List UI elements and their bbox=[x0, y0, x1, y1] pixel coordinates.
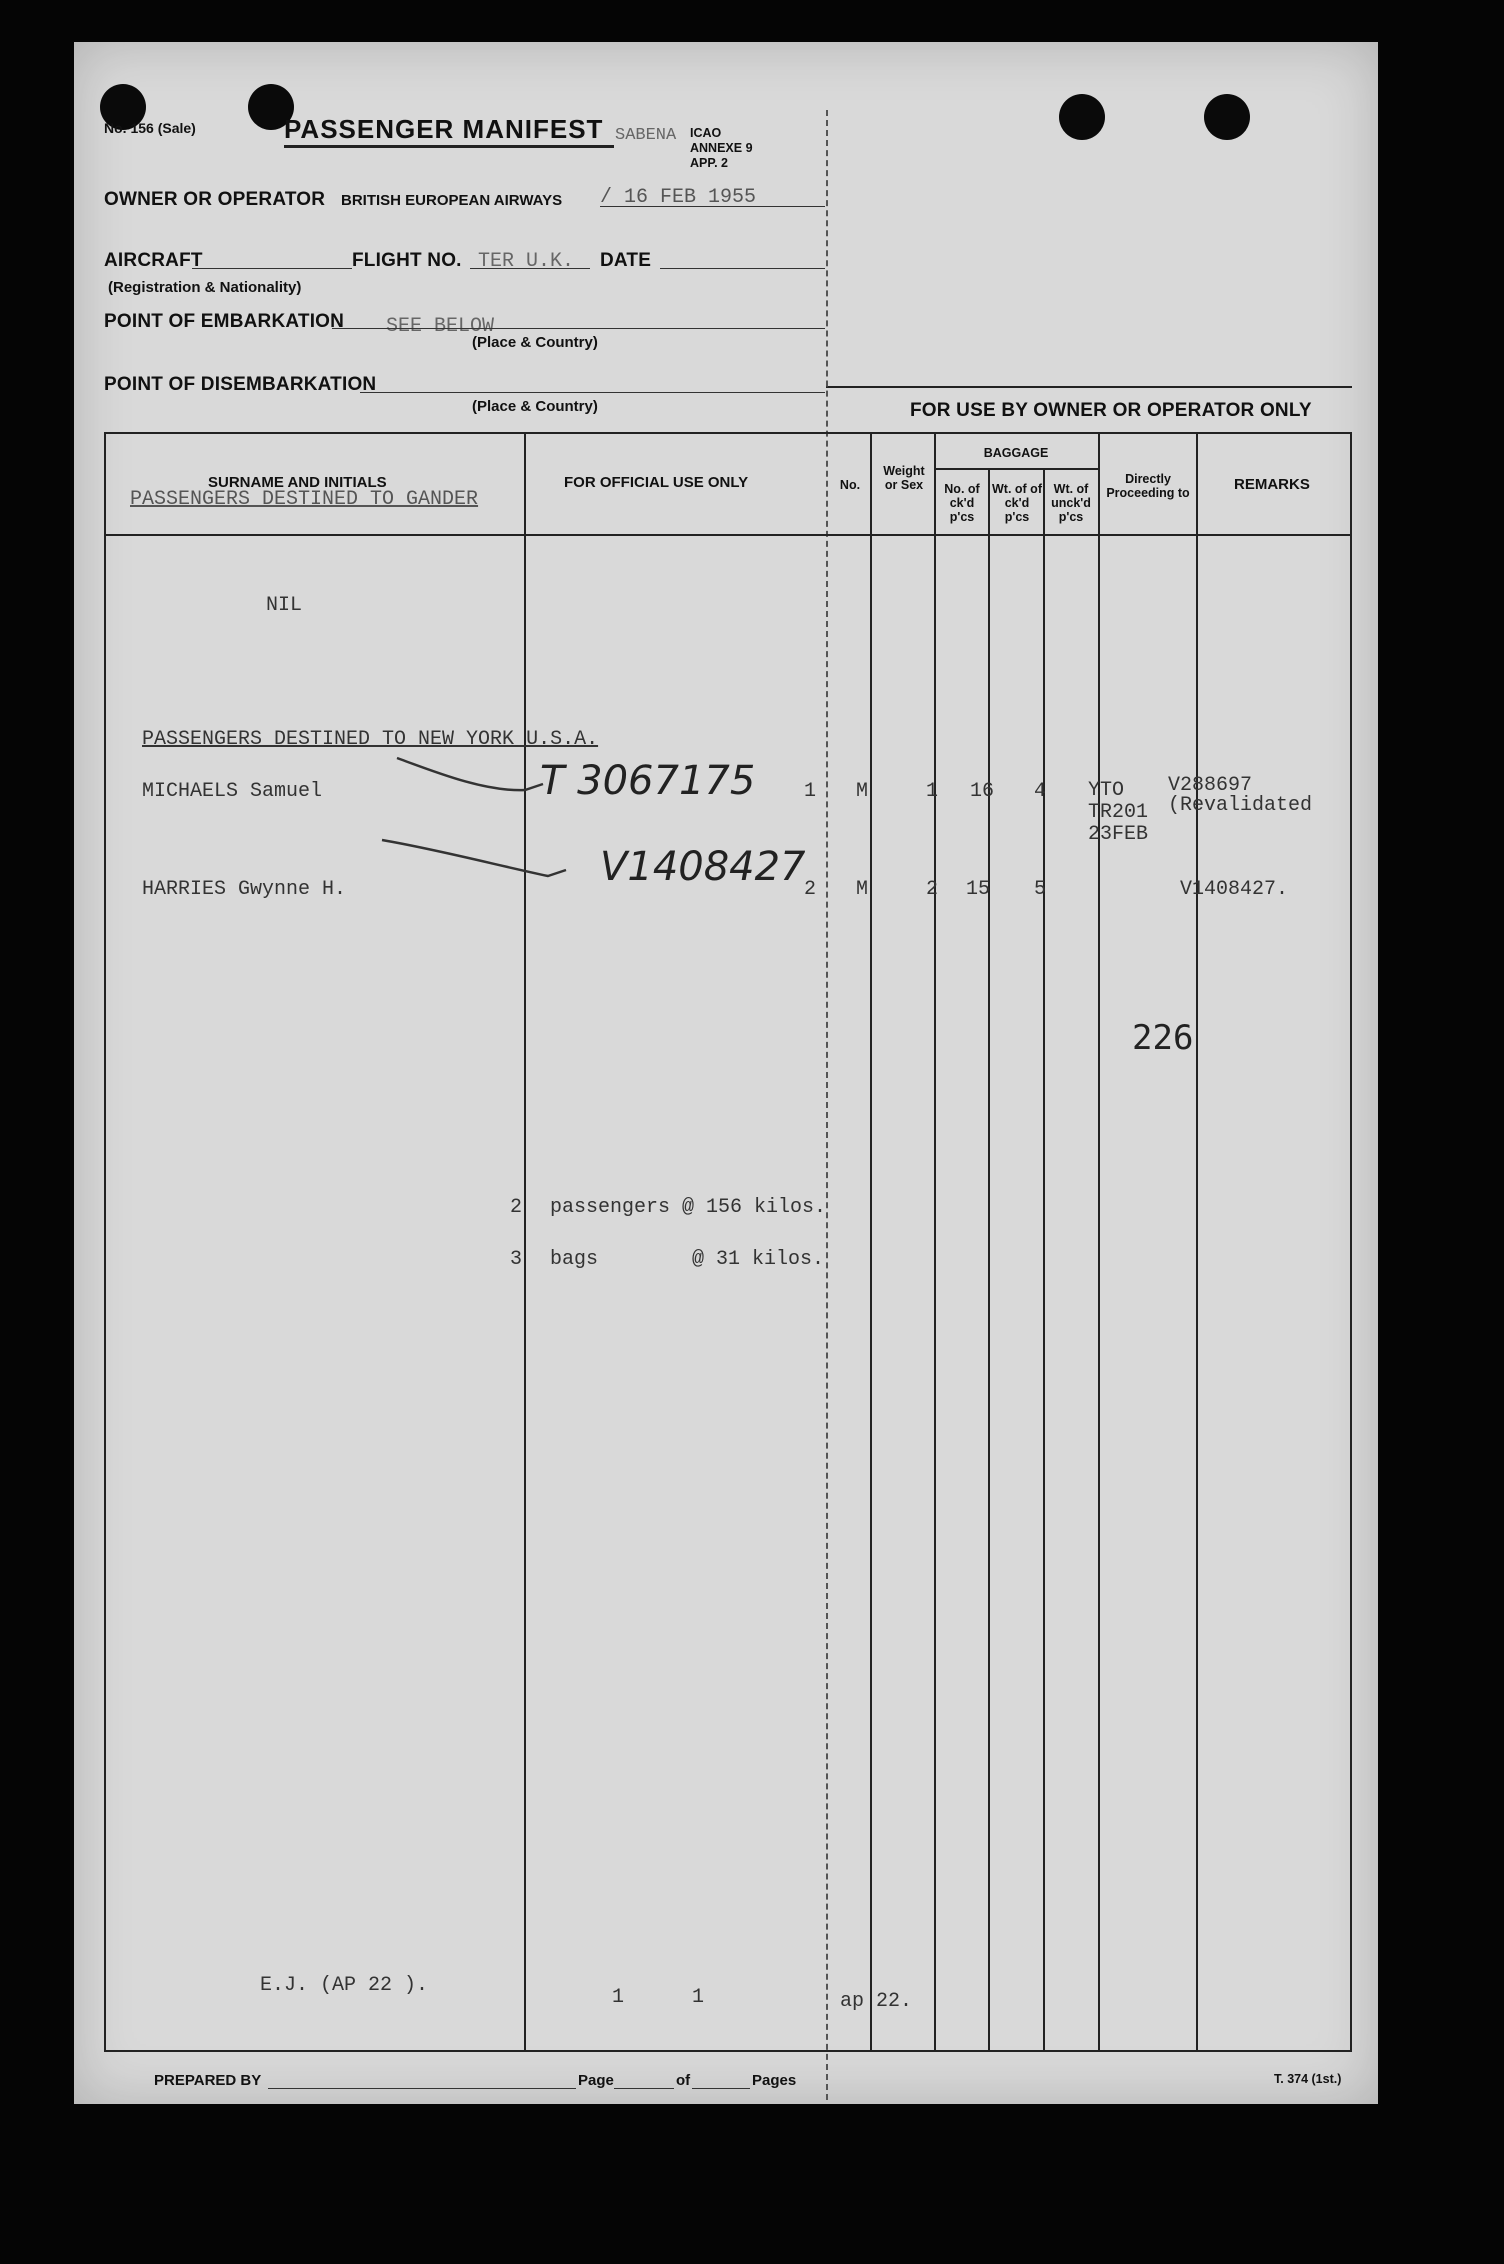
passenger-2-pieces: 2 bbox=[926, 878, 939, 901]
punch-hole bbox=[1204, 94, 1250, 140]
col-header-baggage: BAGGAGE bbox=[983, 446, 1049, 460]
count-one-b: 1 bbox=[692, 1986, 705, 2009]
baggage-sub-rule bbox=[934, 468, 1098, 470]
of-label: of bbox=[676, 2072, 691, 2089]
summary-bags-count: 3 bbox=[510, 1248, 523, 1271]
manifest-paper bbox=[74, 42, 1378, 2104]
app-label: APP. 2 bbox=[690, 156, 728, 170]
col-header-weight: Weight or Sex bbox=[883, 464, 925, 492]
aircraft-rule bbox=[192, 268, 352, 269]
summary-bags-weight: @ 31 kilos. bbox=[692, 1248, 825, 1271]
summary-passenger-count: 2 bbox=[510, 1196, 523, 1219]
owner-only-top-rule bbox=[826, 386, 1352, 388]
gander-heading: PASSENGERS DESTINED TO GANDER bbox=[130, 488, 479, 511]
page-label: Page bbox=[578, 2072, 614, 2089]
passenger-1-pieces: 1 bbox=[926, 780, 939, 803]
passenger-2-sex: M bbox=[856, 878, 869, 901]
col-weight-divider bbox=[934, 432, 936, 2052]
owner-value: BRITISH EUROPEAN AIRWAYS bbox=[341, 192, 563, 209]
col-header-official: FOR OFFICIAL USE ONLY bbox=[564, 474, 749, 491]
prepared-by-label: PREPARED BY bbox=[154, 2072, 262, 2089]
date-rule bbox=[660, 268, 825, 269]
embarkation-value: SEE BELOW bbox=[386, 315, 495, 338]
owner-only-label: FOR USE BY OWNER OR OPERATOR ONLY bbox=[910, 400, 1312, 421]
col-header-directly: Directly Proceeding to bbox=[1106, 472, 1190, 500]
passenger-2-no: 2 bbox=[804, 878, 817, 901]
col-ckd-divider bbox=[988, 468, 990, 2052]
passenger-2-official: V1408427 bbox=[600, 844, 806, 890]
passenger-1-proceeding: YTO TR201 23FEB bbox=[1088, 779, 1149, 846]
place-country-1: (Place & Country) bbox=[472, 334, 598, 351]
table-bottom-rule bbox=[104, 2050, 1352, 2052]
owner-label: OWNER OR OPERATOR bbox=[104, 189, 326, 210]
col-header-no-ckd: No. of ck'd p'cs bbox=[944, 482, 980, 524]
passenger-2-weight: 15 bbox=[966, 878, 991, 901]
stamp-number: 226 bbox=[1132, 1018, 1194, 1058]
col-no-divider bbox=[870, 432, 872, 2052]
header-bottom-rule bbox=[104, 534, 1352, 536]
col-header-wt-unckd: Wt. of unck'd p'cs bbox=[1051, 482, 1091, 524]
col-header-wt-ckd: Wt. of of ck'd p'cs bbox=[992, 482, 1042, 524]
passenger-1-unchecked: 4 bbox=[1034, 780, 1047, 803]
aircraft-label: AIRCRAFT bbox=[104, 250, 203, 271]
flight-label: FLIGHT NO. bbox=[352, 250, 462, 271]
table-top-rule bbox=[104, 432, 1352, 434]
pages-label: Pages bbox=[752, 2072, 797, 2089]
flight-value: TER U.K. bbox=[478, 250, 575, 273]
new-york-heading: PASSENGERS DESTINED TO NEW YORK U.S.A. bbox=[142, 728, 599, 751]
passenger-1-weight: 16 bbox=[970, 780, 995, 803]
sabena-stamp: SABENA bbox=[615, 126, 677, 145]
col-baggage-divider bbox=[1098, 432, 1100, 2052]
annexe-label: ANNEXE 9 bbox=[690, 141, 753, 155]
prepared-by-rule bbox=[268, 2088, 576, 2089]
col-proceed-divider bbox=[1196, 432, 1198, 2052]
passenger-2-unchecked: 5 bbox=[1034, 878, 1047, 901]
passenger-1-official: T 3067175 bbox=[540, 758, 756, 804]
col-name-divider bbox=[524, 432, 526, 2052]
title-underline bbox=[284, 145, 614, 148]
ej-reference: E.J. (AP 22 ). bbox=[260, 1974, 429, 1997]
disembarkation-label: POINT OF DISEMBARKATION bbox=[104, 374, 377, 395]
flight-rule bbox=[470, 268, 590, 269]
disembarkation-rule bbox=[360, 392, 825, 393]
passenger-1-no: 1 bbox=[804, 780, 817, 803]
embarkation-rule bbox=[332, 328, 825, 329]
col-right-border bbox=[1350, 432, 1352, 2052]
col-left-border bbox=[104, 432, 106, 2052]
passenger-1-remarks: V288697 (Revalidated bbox=[1168, 774, 1313, 817]
nil-text: NIL bbox=[266, 594, 303, 617]
col-header-no: No. bbox=[839, 478, 861, 492]
center-fold-line bbox=[826, 110, 828, 2100]
col-header-surname: SURNAME AND INITIALS bbox=[208, 474, 387, 491]
passenger-1-name: MICHAELS Samuel bbox=[142, 780, 323, 803]
registration-label: (Registration & Nationality) bbox=[108, 279, 302, 296]
owner-rule bbox=[600, 206, 825, 207]
owner-date: / 16 FEB 1955 bbox=[600, 186, 757, 209]
ap22-reference: ap 22. bbox=[840, 1990, 913, 2013]
passenger-2-remarks: V1408427. bbox=[1180, 878, 1289, 901]
of-rule bbox=[692, 2088, 750, 2089]
summary-bags-word: bags bbox=[550, 1248, 599, 1271]
punch-hole bbox=[1059, 94, 1105, 140]
col-wtckd-divider bbox=[1043, 468, 1045, 2052]
date-label: DATE bbox=[600, 250, 652, 271]
handwritten-check-mark-1 bbox=[395, 752, 545, 802]
passenger-2-name: HARRIES Gwynne H. bbox=[142, 878, 347, 901]
place-country-2: (Place & Country) bbox=[472, 398, 598, 415]
embarkation-label: POINT OF EMBARKATION bbox=[104, 311, 345, 332]
form-code: T. 374 (1st.) bbox=[1274, 2072, 1342, 2086]
icao-label: ICAO bbox=[690, 126, 722, 140]
count-one-a: 1 bbox=[612, 1986, 625, 2009]
passenger-1-sex: M bbox=[856, 780, 869, 803]
form-number: No. 156 (Sale) bbox=[104, 120, 196, 136]
col-header-remarks: REMARKS bbox=[1234, 476, 1310, 493]
handwritten-check-mark-2 bbox=[380, 836, 570, 896]
summary-passengers: passengers @ 156 kilos. bbox=[550, 1196, 827, 1219]
page-title: PASSENGER MANIFEST bbox=[284, 114, 604, 144]
page-rule bbox=[614, 2088, 674, 2089]
